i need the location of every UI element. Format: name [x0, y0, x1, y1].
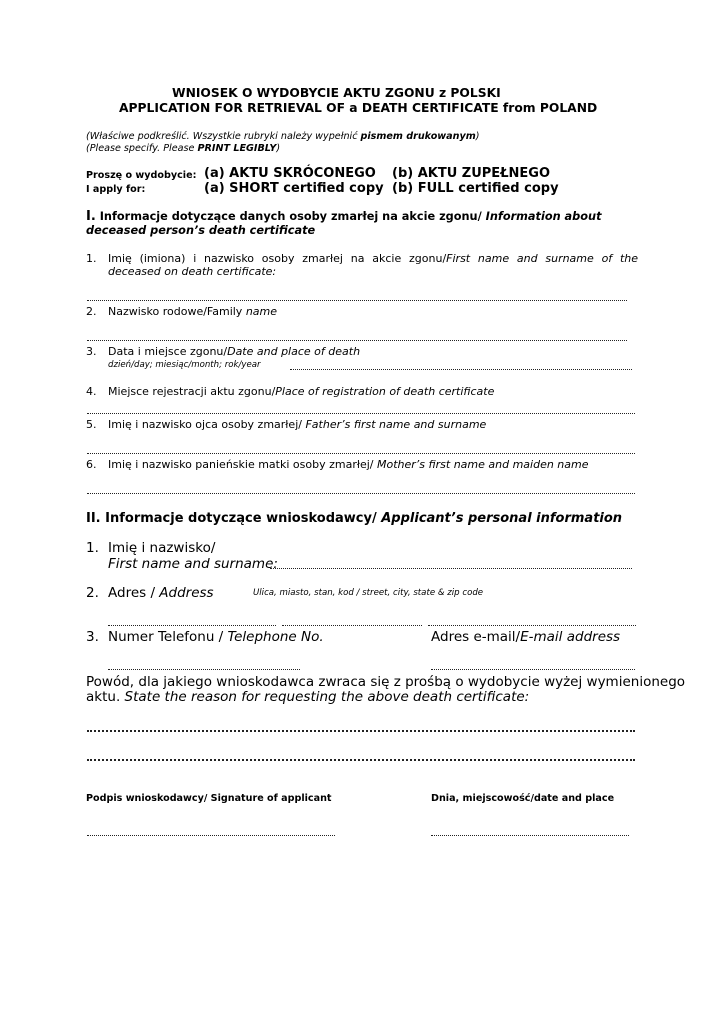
date-place-label: Dnia, miejscowość/date and place	[431, 793, 615, 804]
phone-number: 3.	[86, 629, 99, 645]
item-3-number: 3.	[86, 345, 97, 358]
item-2-number: 2.	[86, 305, 97, 318]
item-2-label: Nazwisko rodowe/Family name	[108, 305, 278, 318]
item-1-label-2: deceased on death certificate:	[108, 265, 277, 278]
title-line-1: WNIOSEK O WYDOBYCIE AKTU ZGONU z POLSKI	[172, 86, 501, 100]
phone-input-line[interactable]	[108, 669, 300, 670]
item-3-date-hint: dzień/day; miesiąc/month; rok/year	[108, 360, 261, 370]
item-6-input-line[interactable]	[87, 493, 635, 494]
reason-label-pl: Powód, dla jakiego wnioskodawca zwraca się z prośbą o wydobycie wyżej wymienionego	[86, 674, 686, 690]
address-number: 2.	[86, 585, 99, 601]
option-short-pl[interactable]: (a) AKTU SKRÓCONEGO	[204, 166, 376, 181]
section-1-heading: I. Informacje dotyczące danych osoby zmarłej na akcie zgonu/ Information about	[86, 209, 602, 224]
apply-label-pl: Proszę o wydobycie:	[86, 170, 197, 181]
reason-input-line-2[interactable]	[87, 759, 635, 761]
section-1-heading-2: deceased person’s death certificate	[86, 224, 316, 237]
item-4-label: Miejsce rejestracji aktu zgonu/Place of registration of death certificate	[108, 385, 495, 398]
item-3-input-line[interactable]	[290, 369, 632, 370]
address-input-line-1[interactable]	[108, 625, 276, 626]
item-6-number: 6.	[86, 458, 97, 471]
signature-label: Podpis wnioskodawcy/ Signature of applicant	[86, 793, 332, 804]
address-input-line-3[interactable]	[428, 625, 636, 626]
section-2-heading: II. Informacje dotyczące wnioskodawcy/ Applicant’s personal information	[86, 511, 623, 526]
item-5-input-line[interactable]	[87, 453, 635, 454]
item-1-number: 1.	[86, 252, 97, 265]
address-label: Adres / Address	[108, 585, 214, 601]
applicant-name-number: 1.	[86, 540, 99, 556]
applicant-name-label-pl: Imię i nazwisko/	[108, 540, 216, 556]
item-3-label: Data i miejsce zgonu/Date and place of death	[108, 345, 361, 358]
title-line-2: APPLICATION FOR RETRIEVAL OF a DEATH CERTIFICATE from POLAND	[119, 101, 598, 115]
phone-label: Numer Telefonu / Telephone No.	[108, 629, 324, 645]
address-hint: Ulica, miasto, stan, kod / street, city, state & zip code	[253, 588, 484, 598]
item-5-label: Imię i nazwisko ojca osoby zmarłej/ Father’s first name and surname	[108, 418, 487, 431]
date-place-input-line[interactable]	[431, 835, 629, 836]
instructions-en: (Please specify. Please PRINT LEGIBLY)	[86, 143, 281, 154]
reason-label-2: aktu. State the reason for requesting the above death certificate:	[86, 689, 530, 705]
reason-input-line-1[interactable]	[87, 730, 635, 732]
email-label: Adres e-mail/E-mail address	[431, 629, 621, 645]
item-1-label: Imię (imiona) i nazwisko osoby zmarłej na akcie zgonu/First name and surname of the	[108, 252, 639, 265]
option-full-en[interactable]: (b) FULL certified copy	[392, 181, 559, 196]
option-full-pl[interactable]: (b) AKTU ZUPEŁNEGO	[392, 166, 551, 181]
item-5-number: 5.	[86, 418, 97, 431]
item-1-input-line[interactable]	[87, 300, 627, 301]
item-2-input-line[interactable]	[87, 340, 627, 341]
instructions-pl: (Właściwe podkreślić. Wszystkie rubryki należy wypełnić pismem drukowanym)	[86, 131, 480, 142]
email-input-line[interactable]	[431, 669, 635, 670]
apply-label-en: I apply for:	[86, 184, 146, 195]
item-4-input-line[interactable]	[87, 413, 635, 414]
applicant-name-input-line[interactable]	[270, 568, 632, 569]
item-6-label: Imię i nazwisko panieńskie matki osoby zmarłej/ Mother’s first name and maiden name	[108, 458, 589, 471]
address-input-line-2[interactable]	[282, 625, 422, 626]
item-4-number: 4.	[86, 385, 97, 398]
applicant-name-label-en: First name and surname:	[108, 556, 278, 572]
option-short-en[interactable]: (a) SHORT certified copy	[204, 181, 384, 196]
signature-input-line[interactable]	[87, 835, 335, 836]
